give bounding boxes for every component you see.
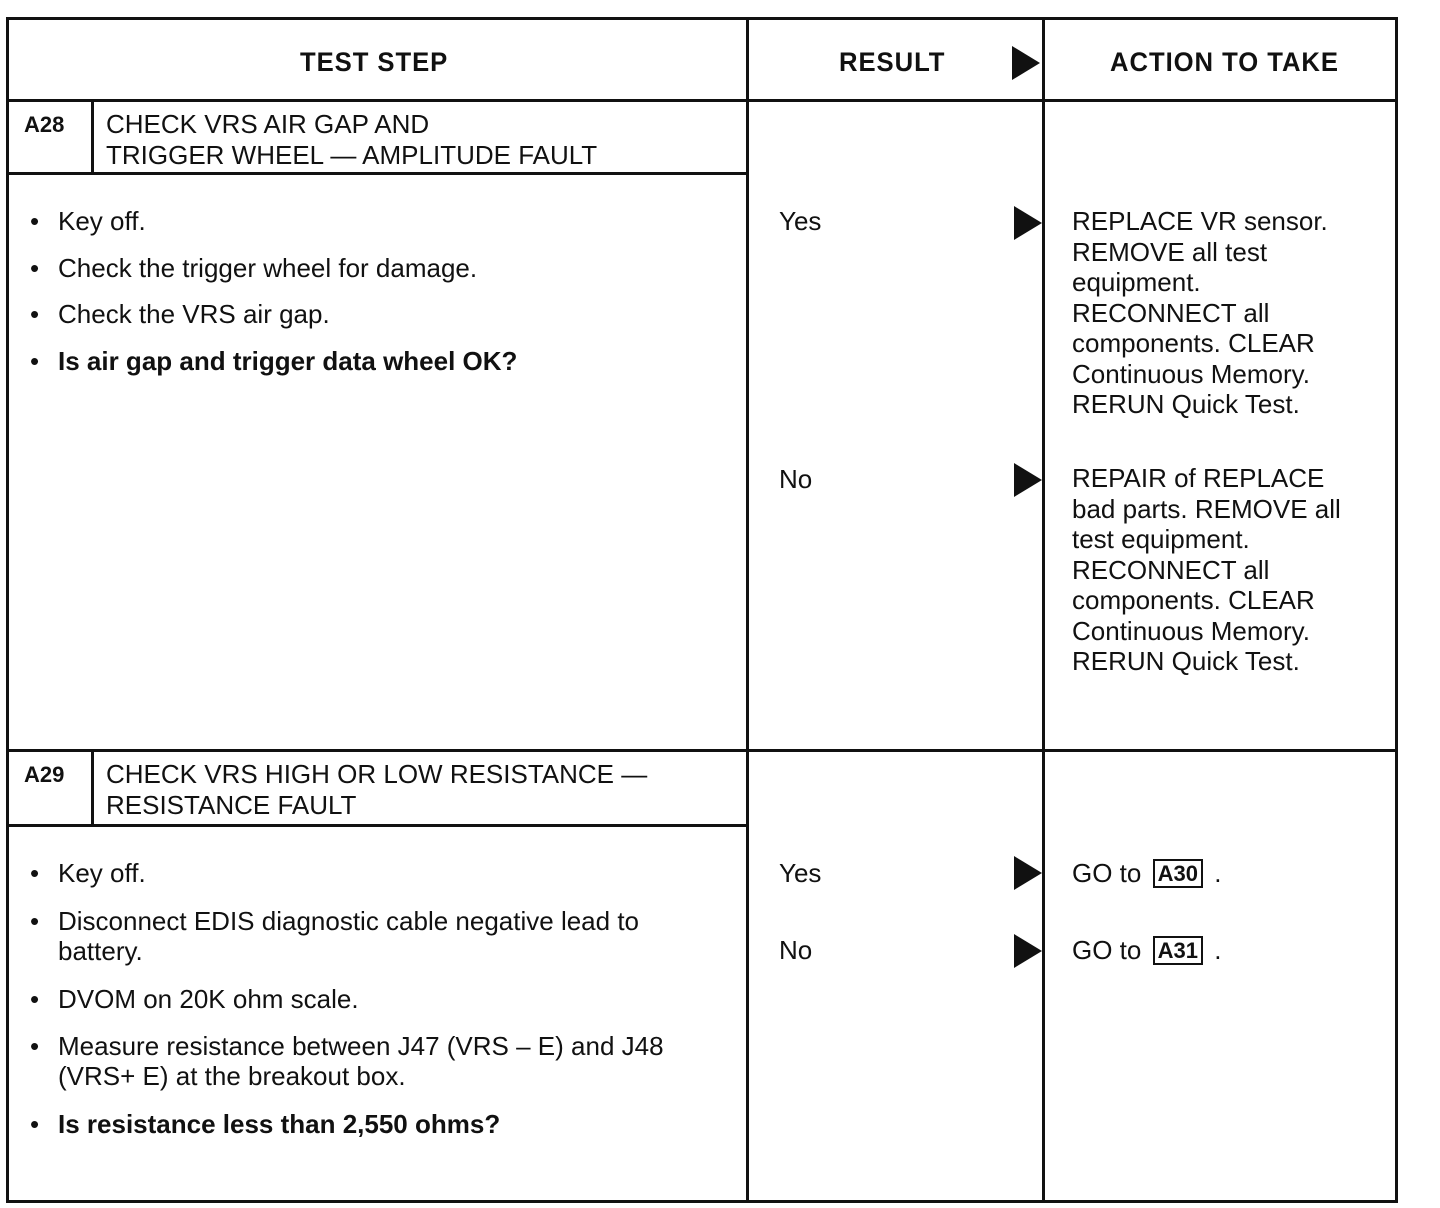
- go-to-period: .: [1214, 858, 1222, 888]
- question-item: • Is resistance less than 2,550 ohms?: [30, 1109, 501, 1139]
- arrow-right-icon: [1014, 206, 1042, 240]
- step-id-divider: [91, 749, 94, 826]
- step-id: A29: [24, 762, 65, 787]
- list-item: • Measure resistance between J47 (VRS – E) and J48 (VRS+ E) at the breakout box.: [30, 1031, 664, 1091]
- step-title-underline: [6, 824, 748, 827]
- header-test-step: TEST STEP: [300, 47, 449, 77]
- list-item: • Disconnect EDIS diagnostic cable negative lead to battery.: [30, 906, 640, 966]
- step-id-divider: [91, 99, 94, 174]
- header-divider: [6, 99, 1398, 102]
- action-yes: REPLACE VR sensor. REMOVE all test equipment. RECONNECT all components. CLEAR Continuous Memory. RERUN Quick Test.: [1072, 206, 1328, 419]
- list-item: • Check the trigger wheel for damage.: [30, 253, 478, 283]
- go-to-period: .: [1214, 935, 1222, 965]
- list-item: • Check the VRS air gap.: [30, 299, 330, 329]
- column-divider-result: [746, 17, 749, 1203]
- step-title: CHECK VRS HIGH OR LOW RESISTANCE — RESISTANCE FAULT: [106, 759, 648, 820]
- result-no: No: [779, 935, 813, 965]
- step-ref-a31[interactable]: A31: [1153, 936, 1203, 965]
- step-title-underline: [6, 172, 748, 175]
- go-to-label: GO to: [1072, 858, 1142, 888]
- arrow-right-icon: [1014, 856, 1042, 890]
- header-action: ACTION TO TAKE: [1110, 47, 1339, 77]
- step-divider: [6, 749, 1398, 752]
- result-yes: Yes: [779, 206, 822, 236]
- list-item: • Key off.: [30, 206, 146, 236]
- step-id: A28: [24, 112, 65, 137]
- header-result: RESULT: [839, 47, 946, 77]
- action-go-to-a30: [1072, 858, 1221, 889]
- arrow-right-icon: [1012, 46, 1040, 80]
- result-no: No: [779, 464, 813, 494]
- action-no: REPAIR of REPLACE bad parts. REMOVE all test equipment. RECONNECT all components. CLEAR Continuous Memory. RERUN Quick Test.: [1072, 463, 1341, 676]
- go-to-label: GO to: [1072, 935, 1142, 965]
- list-item: • DVOM on 20K ohm scale.: [30, 984, 359, 1014]
- step-title: CHECK VRS AIR GAP AND TRIGGER WHEEL — AMPLITUDE FAULT: [106, 109, 598, 170]
- list-item: • Key off.: [30, 858, 146, 888]
- step-ref-a30[interactable]: A30: [1153, 859, 1203, 888]
- arrow-right-icon: [1014, 934, 1042, 968]
- action-go-to-a31: [1072, 935, 1221, 966]
- result-yes: Yes: [779, 858, 822, 888]
- question-item: • Is air gap and trigger data wheel OK?: [30, 346, 518, 376]
- column-divider-action: [1042, 17, 1045, 1203]
- arrow-right-icon: [1014, 463, 1042, 497]
